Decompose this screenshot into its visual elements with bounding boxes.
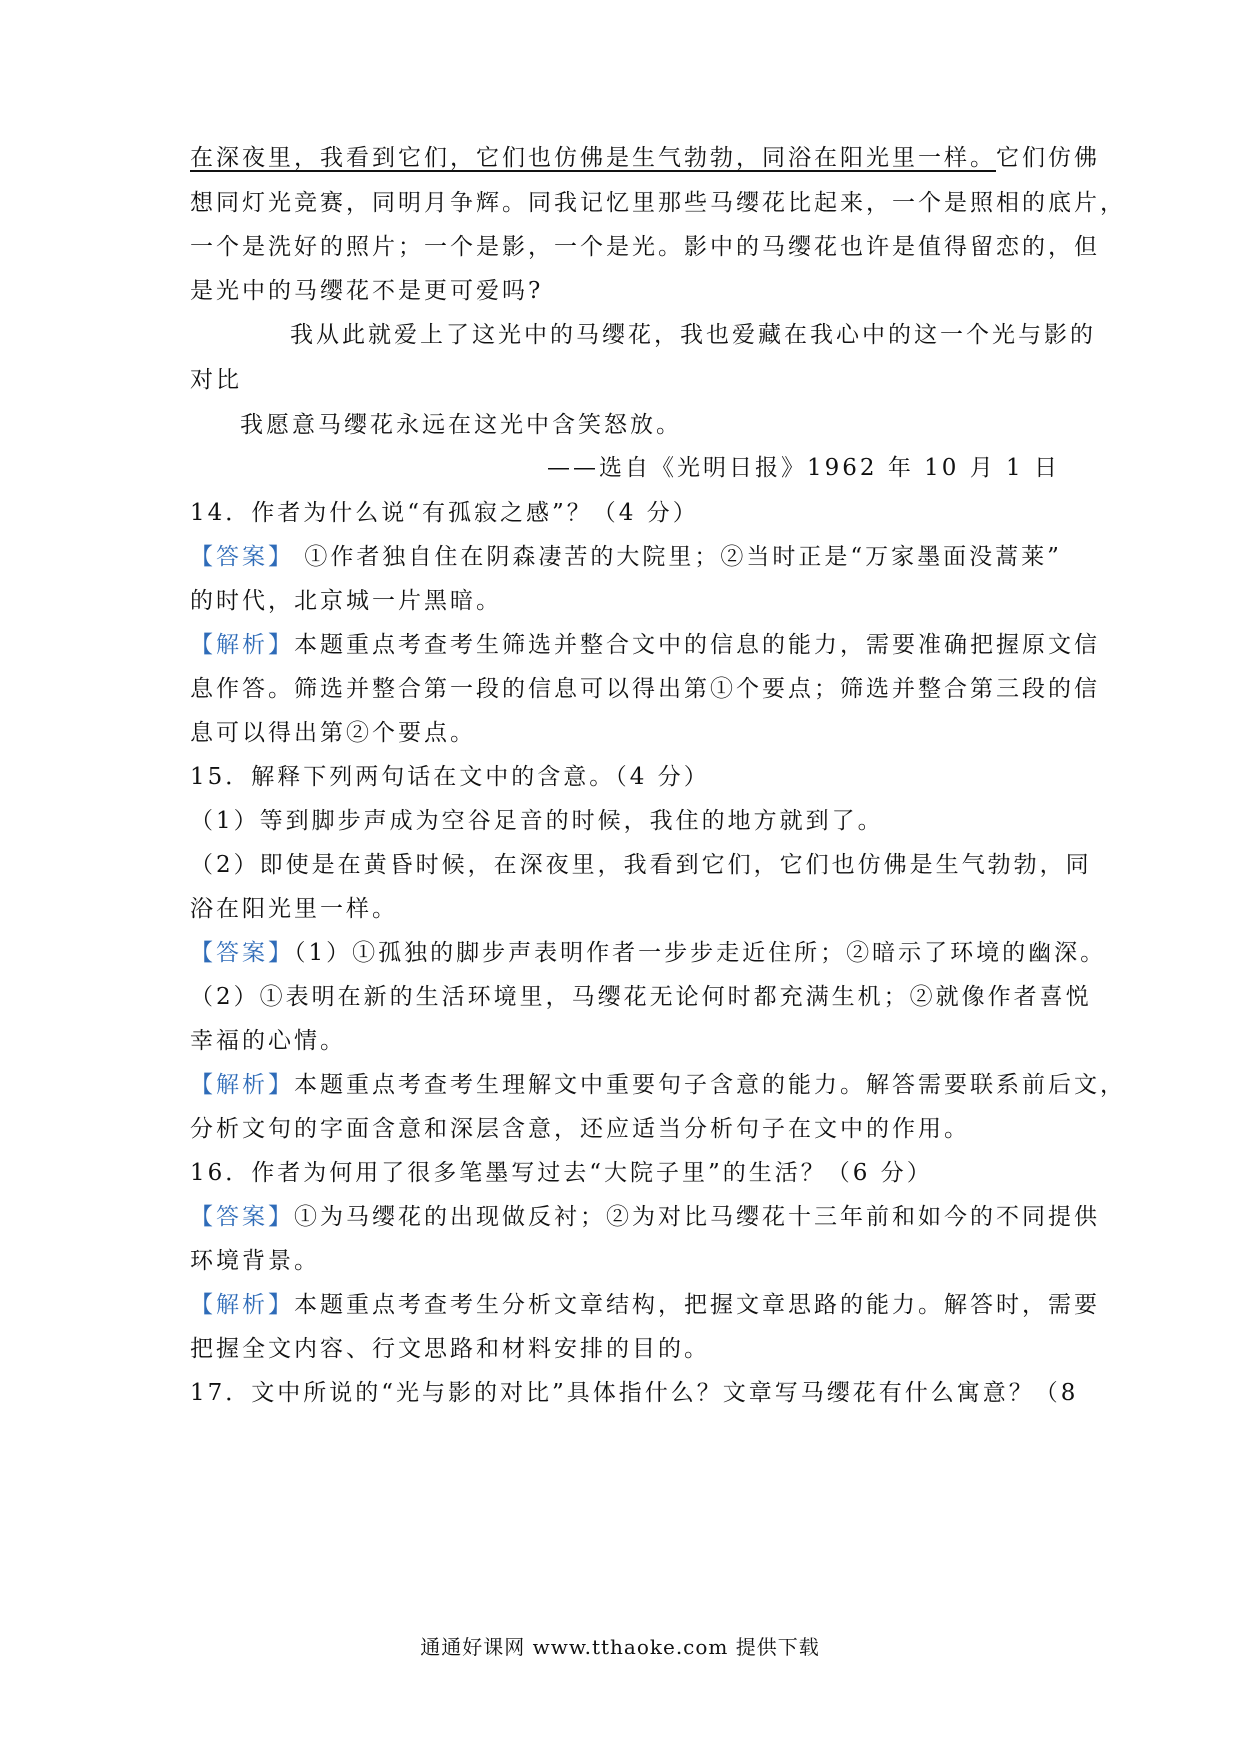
q15-analysis: 【解析】本题重点考查考生理解文中重要句子含意的能力。解答需要联系前后文，	[190, 1072, 1126, 1098]
q15-item-2-cont: 浴在阳光里一样。	[190, 896, 398, 922]
passage-line: 一个是洗好的照片；一个是影，一个是光。影中的马缨花也许是值得留恋的，但	[190, 234, 1100, 260]
underlined-sentence: 在深夜里，我看到它们，它们也仿佛是生气勃勃，同浴在阳光里一样。	[190, 145, 996, 171]
passage-line: 是光中的马缨花不是更可爱吗?	[190, 278, 544, 304]
question-17: 17．文中所说的“光与影的对比”具体指什么？文章写马缨花有什么寓意？（8	[190, 1380, 1079, 1406]
question-16: 16．作者为何用了很多笔墨写过去“大院子里”的生活？（6 分）	[190, 1160, 933, 1186]
answer-tag: 【答案】	[190, 1204, 294, 1230]
passage-source: ——选自《光明日报》1962 年 10 月 1 日	[547, 455, 1060, 481]
q14-analysis-cont: 息可以得出第②个要点。	[190, 720, 476, 746]
q14-answer: 【答案】 ①作者独自住在阴森凄苦的大院里；②当时正是“万家墨面没蒿莱”	[190, 544, 1062, 570]
q15-answer-cont: （2）①表明在新的生活环境里，马缨花无论何时都充满生机；②就像作者喜悦	[190, 984, 1092, 1010]
q16-answer-cont: 环境背景。	[190, 1248, 320, 1274]
q15-answer: 【答案】（1）①孤独的脚步声表明作者一步步走近住所；②暗示了环境的幽深。	[190, 940, 1107, 966]
answer-tag: 【答案】	[190, 940, 294, 966]
q16-answer: 【答案】①为马缨花的出现做反衬；②为对比马缨花十三年前和如今的不同提供	[190, 1204, 1100, 1230]
passage-line: 在深夜里，我看到它们，它们也仿佛是生气勃勃，同浴在阳光里一样。它们仿佛	[190, 145, 1100, 171]
q16-analysis-cont: 把握全文内容、行文思路和材料安排的目的。	[190, 1336, 710, 1362]
analysis-tag: 【解析】	[190, 632, 294, 658]
passage-line: 我愿意马缨花永远在这光中含笑怒放。	[240, 412, 682, 438]
q14-analysis-cont: 息作答。筛选并整合第一段的信息可以得出第①个要点；筛选并整合第三段的信	[190, 676, 1100, 702]
page-footer: 通通好课网 www.tthaoke.com 提供下载	[420, 1635, 820, 1659]
q14-analysis: 【解析】本题重点考查考生筛选并整合文中的信息的能力，需要准确把握原文信	[190, 632, 1100, 658]
passage-line: 想同灯光竞赛，同明月争辉。同我记忆里那些马缨花比起来，一个是照相的底片，	[190, 190, 1126, 216]
q15-analysis-cont: 分析文句的字面含意和深层含意，还应适当分析句子在文中的作用。	[190, 1116, 970, 1142]
analysis-tag: 【解析】	[190, 1072, 294, 1098]
question-14: 14．作者为什么说“有孤寂之感”？（4 分）	[190, 500, 699, 526]
q16-analysis: 【解析】本题重点考查考生分析文章结构，把握文章思路的能力。解答时，需要	[190, 1292, 1100, 1318]
passage-line: 对比	[190, 367, 242, 393]
answer-tag: 【答案】	[190, 544, 294, 570]
passage-line: 我从此就爱上了这光中的马缨花，我也爱藏在我心中的这一个光与影的	[290, 322, 1096, 348]
q14-answer-cont: 的时代，北京城一片黑暗。	[190, 588, 502, 614]
q15-answer-cont: 幸福的心情。	[190, 1028, 346, 1054]
q15-item-1: （1）等到脚步声成为空谷足音的时候，我住的地方就到了。	[190, 808, 884, 834]
q15-item-2: （2）即使是在黄昏时候，在深夜里，我看到它们，它们也仿佛是生气勃勃，同	[190, 852, 1092, 878]
analysis-tag: 【解析】	[190, 1292, 294, 1318]
question-15: 15．解释下列两句话在文中的含意。（4 分）	[190, 764, 710, 790]
